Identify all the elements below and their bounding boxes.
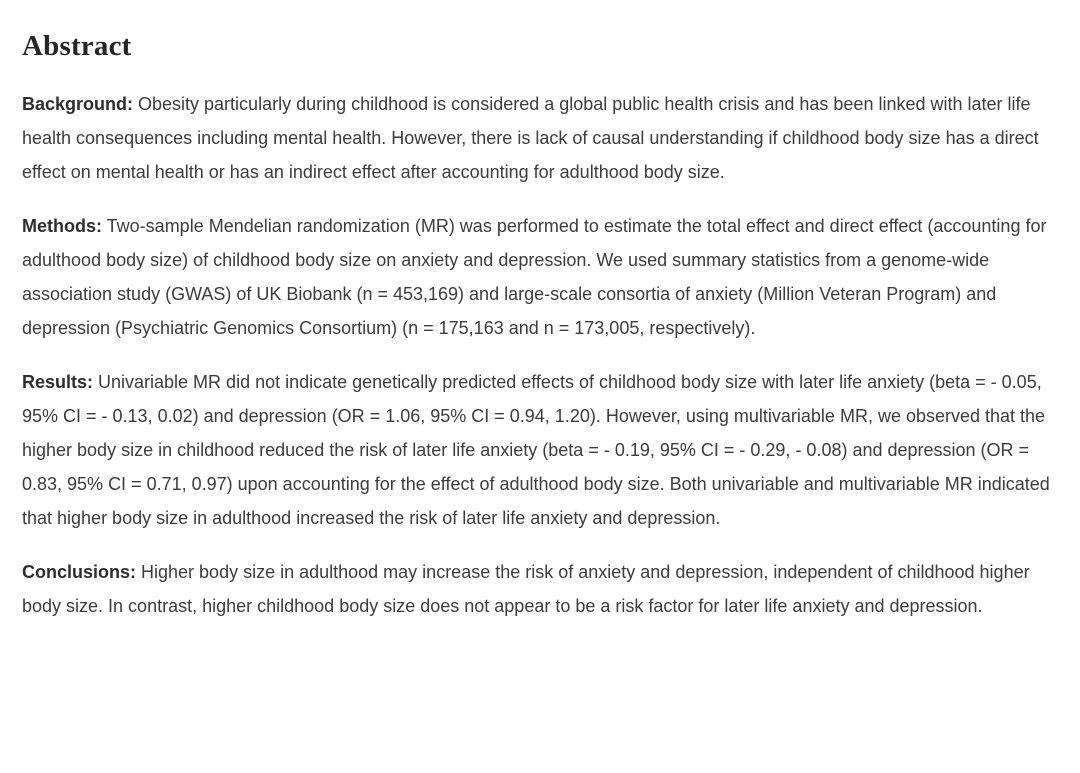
- abstract-heading: Abstract: [22, 30, 132, 62]
- paragraph-conclusions: [22, 555, 1052, 623]
- background-label: Background:: [22, 94, 134, 114]
- background-text: Obesity particularly during childhood is considered a global public health crisis and has been linked with later life health consequences including mental health. However, there is lack of causal understanding if childhood body size has a direct effect on mental health or has an indirect effect after accounting for adulthood body size.: [22, 94, 1039, 182]
- conclusions-label: Conclusions:: [22, 562, 137, 582]
- paragraph-results: [22, 365, 1052, 535]
- methods-label: Methods:: [22, 216, 102, 236]
- conclusions-text: Higher body size in adulthood may increase the risk of anxiety and depression, independent of childhood higher body size. In contrast, higher childhood body size does not appear to be a risk factor for later life anxiety and depression.: [22, 562, 1030, 616]
- methods-text: Two-sample Mendelian randomization (MR) was performed to estimate the total effect and direct effect (accounting for adulthood body size) of childhood body size on anxiety and depression. We used summary statistics from a genome-wide association study (GWAS) of UK Biobank (n = 453,169) and large-scale consortia of anxiety (Million Veteran Program) and depression (Psychiatric Genomics Consortium) (n = 175,163 and n = 173,005, respectively).: [22, 216, 1047, 338]
- paragraph-background: [22, 87, 1052, 189]
- results-text: Univariable MR did not indicate genetically predicted effects of childhood body size with later life anxiety (beta = - 0.05, 95% CI = - 0.13, 0.02) and depression (OR = 1.06, 95% CI = 0.94, 1.20). However, using multivariable MR, we observed that the higher body size in childhood reduced the risk of later life anxiety (beta = - 0.19, 95% CI = - 0.29, - 0.08) and depression (OR = 0.83, 95% CI = 0.71, 0.97) upon accounting for the effect of adulthood body size. Both univariable and multivariable MR indicated that higher body size in adulthood increased the risk of later life anxiety and depression.: [22, 372, 1050, 528]
- results-label: Results:: [22, 372, 94, 392]
- paragraph-methods: [22, 209, 1052, 345]
